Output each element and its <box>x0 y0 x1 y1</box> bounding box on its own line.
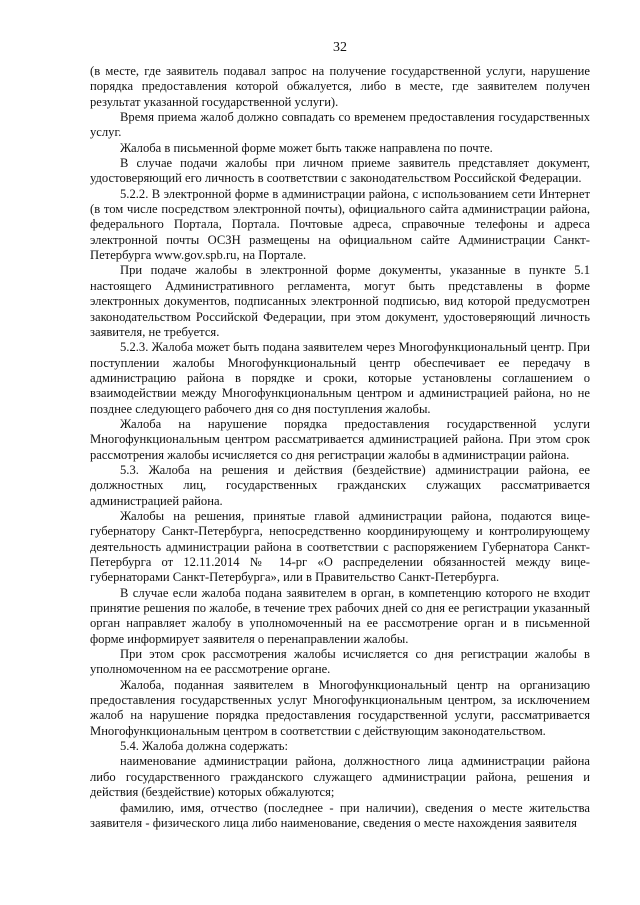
paragraph-content-applicant: фамилию, имя, отчество (последнее - при наличии), сведения о месте жительства заявителя - физического лица либо наименование, сведения о месте нахождения заявителя <box>90 800 590 830</box>
paragraph-personal-reception: В случае подачи жалобы при личном приеме заявитель представляет документ, удостоверяющий его личность в соответствии с законодательством Российской Федерации. <box>90 156 590 186</box>
paragraph-5-2-2: 5.2.2. В электронной форме в администрации района, с использованием сети Интернет (в том числе посредством электронной почты), официального сайта администрации района, федерального Портала, Портала. Почтовые адреса, справочные телефоны и адреса электронной почты ОСЗН размещены на официальном сайте Администрации Санкт-Петербурга www.gov.spb.ru, на Портале. <box>90 186 590 263</box>
paragraph-redirect-complaint: В случае если жалоба подана заявителем в орган, в компетенцию которого не входит принятие решения по жалобе, в течение трех рабочих дней со дня ее регистрации указанный орган направляет жалобу в уполномоченный на ее рассмотрение орган и в письменной форме информирует заявителя о перенаправлении жалобы. <box>90 585 590 646</box>
paragraph-mfc-organization: Жалоба, поданная заявителем в Многофункциональный центр на организацию предоставления государственных услуг Многофункциональным центром, за исключением жалоб на нарушение порядка предоставления государственной услуги, рассматривается Многофункциональным центром в соответствии с действующим законодательством. <box>90 677 590 738</box>
paragraph-5-3: 5.3. Жалоба на решения и действия (бездействие) администрации района, ее должностных лиц, государственных гражданских служащих рассматривается администрацией района. <box>90 462 590 508</box>
paragraph-head-decisions: Жалобы на решения, принятые главой администрации района, подаются вице-губернатору Санкт-Петербурга, непосредственно координирующему и контролирующему деятельность администрации района в соответствии с распоряжением Губернатора Санкт-Петербурга от 12.11.2014 № 14-рг «О распределении обязанностей между вице-губернаторами Санкт-Петербурга», или в Правительство Санкт-Петербурга. <box>90 508 590 585</box>
paragraph-electronic-documents: При подаче жалобы в электронной форме документы, указанные в пункте 5.1 настоящего Административного регламента, могут быть представлены в форме электронных документов, подписанных электронной подписью, вид которой предусмотрен законодательством Российской Федерации, при этом документ, удостоверяющий личность заявителя, не требуется. <box>90 263 590 339</box>
page-number: 32 <box>333 40 347 55</box>
paragraph-review-term: При этом срок рассмотрения жалобы исчисляется со дня регистрации жалобы в уполномоченном на ее рассмотрение органе. <box>90 647 590 677</box>
document-page <box>90 40 590 831</box>
paragraph-mfc-complaint: Жалоба на нарушение порядка предоставления государственной услуги Многофункциональным центром рассматривается администрацией района. При этом срок рассмотрения жалобы исчисляется со дня регистрации жалобы в администрации района. <box>90 416 590 462</box>
paragraph-complaint-location: (в месте, где заявитель подавал запрос на получение государственной услуги, нарушение порядка предоставления которой обжалуется, либо в месте, где заявителем получен результат указанной государственной услуги). <box>90 64 590 109</box>
paragraph-content-name: наименование администрации района, должностного лица администрации района либо государственного гражданского служащего администрации района, решения и действия (бездействие) которых обжалуются; <box>90 754 590 800</box>
paragraph-5-2-3: 5.2.3. Жалоба может быть подана заявителем через Многофункциональный центр. При поступлении жалобы Многофункциональный центр обеспечивает ее передачу в администрацию района в порядке и сроки, которые установлены соглашением о взаимодействии между Многофункциональным центром и администрацией района, но не позднее следующего рабочего дня со дня поступления жалобы. <box>90 340 590 416</box>
paragraph-reception-time: Время приема жалоб должно совпадать со временем предоставления государственных услуг. <box>90 110 590 140</box>
paragraph-mail-complaint: Жалоба в письменной форме может быть также направлена по почте. <box>120 140 493 155</box>
paragraph-5-4: 5.4. Жалоба должна содержать: <box>120 739 288 754</box>
